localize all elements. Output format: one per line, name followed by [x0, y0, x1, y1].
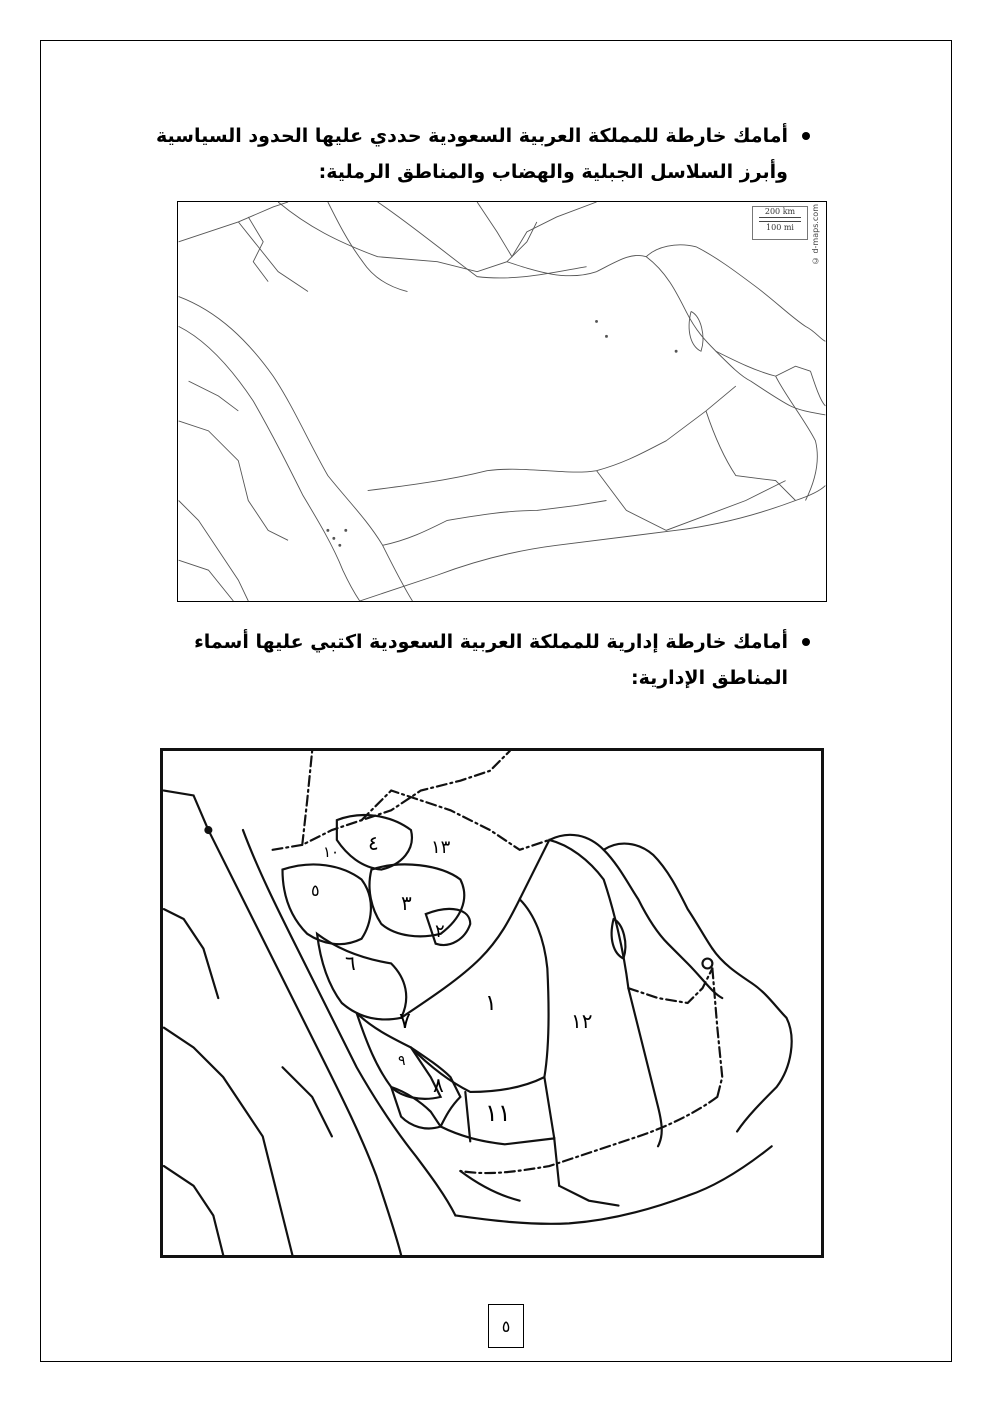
region-label-5: ٥ [311, 881, 320, 900]
administrative-map [160, 748, 824, 1258]
question-2 [188, 624, 788, 696]
region-label-9: ٩ [398, 1053, 406, 1069]
question-1 [148, 118, 788, 190]
bullet-icon [802, 638, 810, 646]
question-1-line-2: وأبرز السلاسل الجبلية والهضاب والمناطق الرملية: [318, 161, 788, 183]
map-credit: © d-maps.com [811, 204, 820, 266]
region-label-8: ٨ [433, 1073, 444, 1097]
question-2-line-2: المناطق الإدارية: [630, 667, 788, 689]
region-label-2: ٢ [435, 921, 445, 942]
question-2-line-1: أمامك خارطة إدارية للمملكة العربية السعودية اكتبي عليها أسماء [194, 631, 788, 653]
page-number-text: ٥ [501, 1316, 511, 1336]
arabia-outline-map [178, 202, 826, 601]
region-label-4: ٤ [368, 831, 379, 855]
region-label-7: ٧ [399, 1009, 411, 1034]
region-label-12: ١٢ [571, 1009, 593, 1033]
region-label-11: ١١ [485, 1099, 511, 1127]
page-number [488, 1304, 524, 1348]
region-label-3: ٣ [401, 891, 412, 915]
physical-map-outline [177, 201, 827, 602]
region-label-13: ١٣ [431, 837, 451, 858]
scale-km: 200 km [764, 207, 796, 216]
scale-mi: 100 mi [766, 223, 794, 232]
question-1-line-1: أمامك خارطة للمملكة العربية السعودية حددي عليها الحدود السياسية [155, 125, 788, 147]
region-label-1: ١ [485, 991, 497, 1016]
map-scale [752, 206, 808, 240]
scale-bar [759, 217, 801, 222]
region-label-10: ١٠ [323, 843, 340, 861]
region-label-6: ٦ [345, 951, 356, 975]
bullet-icon [802, 132, 810, 140]
